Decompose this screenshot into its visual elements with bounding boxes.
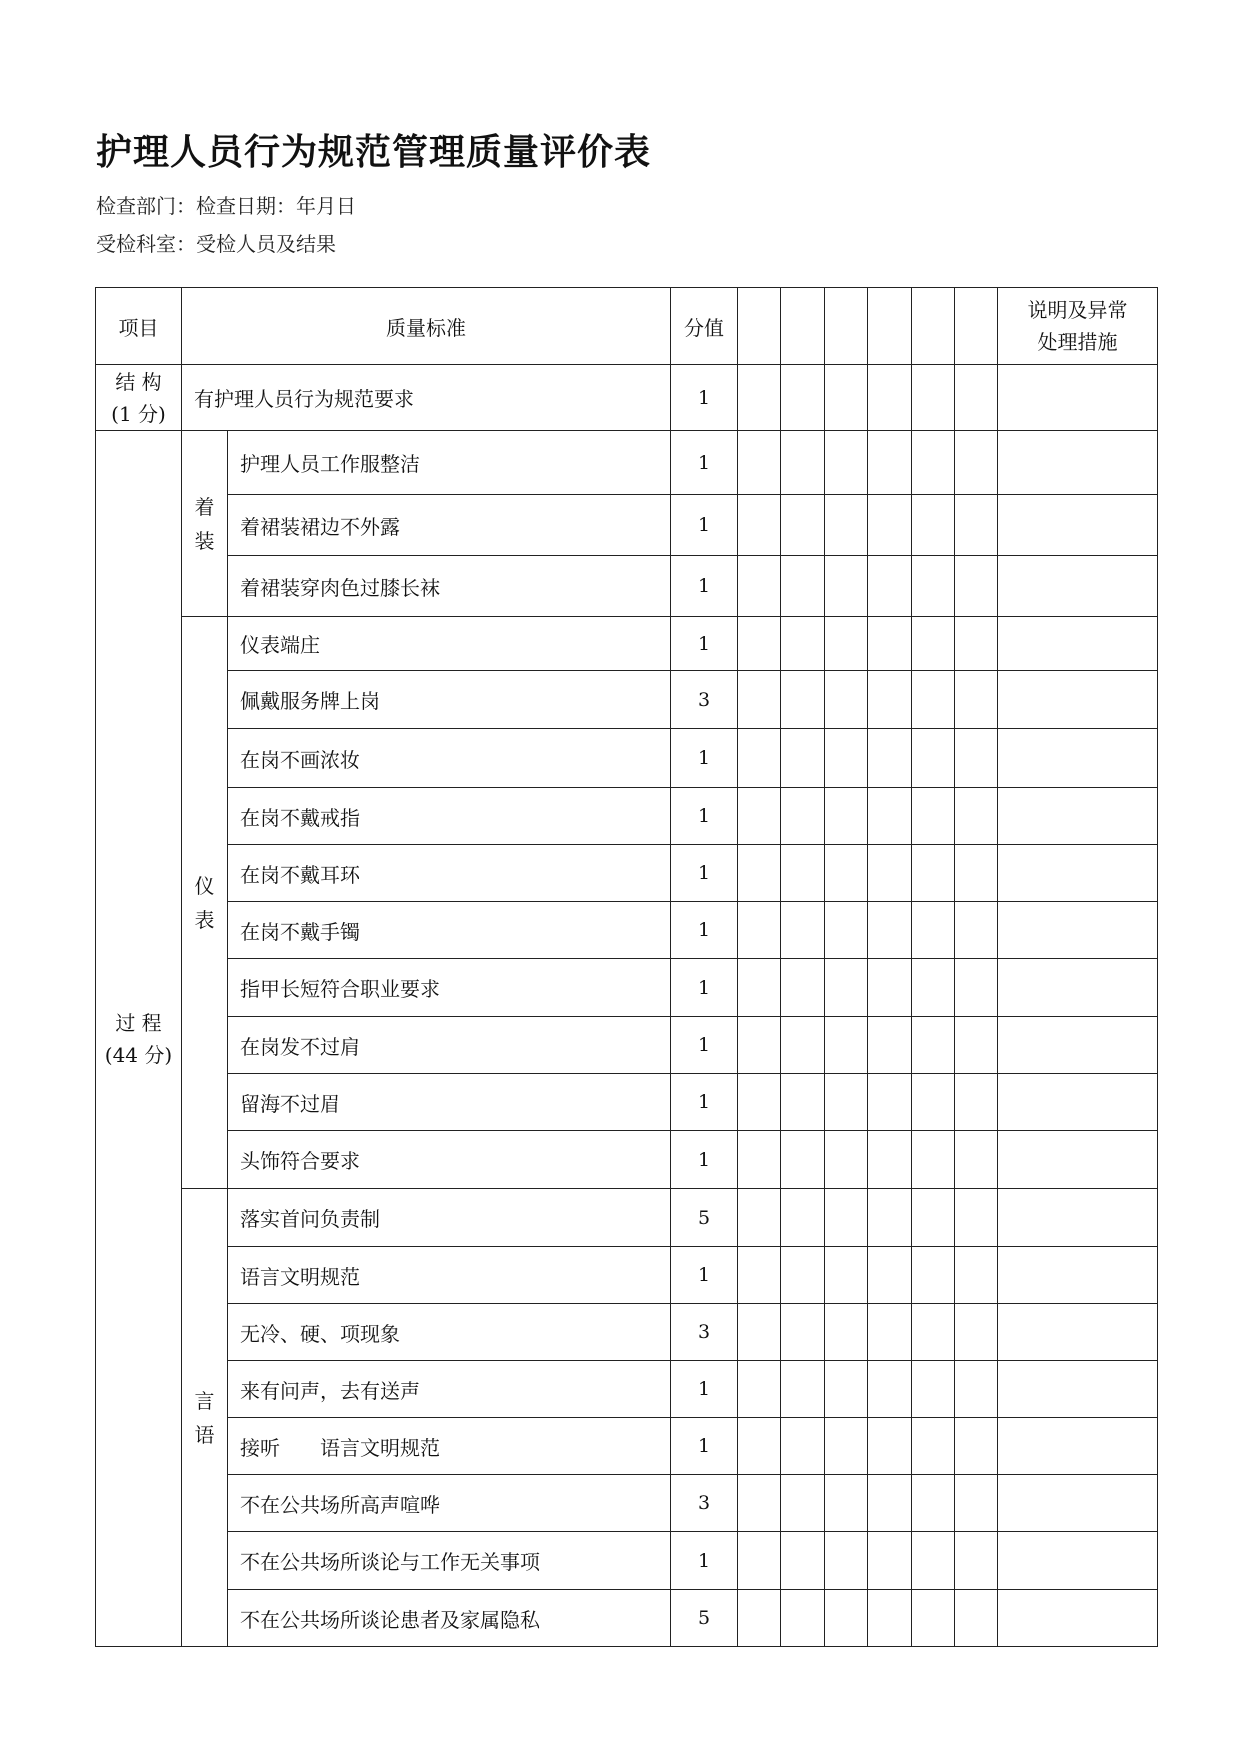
notes-cell[interactable] <box>998 1475 1158 1532</box>
standard-cell: 在岗发不过肩 <box>228 1017 671 1074</box>
standard-cell: 无冷、硬、项现象 <box>228 1304 671 1361</box>
header-item: 项目 <box>96 288 182 365</box>
notes-cell[interactable] <box>998 1074 1158 1131</box>
check-column-header <box>868 288 912 365</box>
check-cell[interactable] <box>825 729 868 788</box>
standard-cell: 留海不过眉 <box>228 1074 671 1131</box>
check-cell[interactable] <box>738 959 781 1017</box>
check-cell[interactable] <box>912 1361 955 1418</box>
score-cell: 1 <box>671 1361 738 1418</box>
check-cell[interactable] <box>868 1247 912 1304</box>
check-cell[interactable] <box>912 431 955 495</box>
subcategory-appearance: 仪 表 <box>182 617 228 1189</box>
score-cell: 1 <box>671 431 738 495</box>
standard-cell: 不在公共场所高声喧哗 <box>228 1475 671 1532</box>
check-cell[interactable] <box>868 495 912 556</box>
check-cell[interactable] <box>738 1131 781 1189</box>
check-cell[interactable] <box>738 845 781 902</box>
standard-cell: 在岗不画浓妆 <box>228 729 671 788</box>
notes-cell[interactable] <box>998 845 1158 902</box>
score-cell: 1 <box>671 1017 738 1074</box>
check-cell[interactable] <box>825 1361 868 1418</box>
check-cell[interactable] <box>955 1418 998 1475</box>
standard-cell: 来有问声，去有送声 <box>228 1361 671 1418</box>
check-cell[interactable] <box>912 1074 955 1131</box>
check-cell[interactable] <box>825 1189 868 1247</box>
check-cell[interactable] <box>912 902 955 959</box>
score-cell: 1 <box>671 902 738 959</box>
check-cell[interactable] <box>738 556 781 617</box>
check-cell[interactable] <box>825 1418 868 1475</box>
check-cell[interactable] <box>912 671 955 729</box>
inspection-dept-date: 检查部门：检查日期：年月日 <box>96 194 356 218</box>
check-column-header <box>825 288 868 365</box>
check-cell[interactable] <box>781 788 825 845</box>
standard-cell: 护理人员工作服整洁 <box>228 431 671 495</box>
score-cell: 5 <box>671 1189 738 1247</box>
check-cell[interactable] <box>781 1304 825 1361</box>
standard-cell: 不在公共场所谈论与工作无关事项 <box>228 1532 671 1590</box>
check-cell[interactable] <box>955 1074 998 1131</box>
check-cell[interactable] <box>738 1074 781 1131</box>
check-cell[interactable] <box>955 431 998 495</box>
check-cell[interactable] <box>781 1361 825 1418</box>
standard-cell: 有护理人员行为规范要求 <box>182 365 671 431</box>
page-title: 护理人员行为规范管理质量评价表 <box>96 131 652 173</box>
check-cell[interactable] <box>955 845 998 902</box>
standard-cell: 接听 语言文明规范 <box>228 1418 671 1475</box>
check-cell[interactable] <box>955 788 998 845</box>
notes-cell[interactable] <box>998 1247 1158 1304</box>
check-cell[interactable] <box>912 617 955 671</box>
category-structure: 结 构 (1 分) <box>96 365 182 431</box>
check-cell[interactable] <box>955 959 998 1017</box>
check-cell[interactable] <box>738 1532 781 1590</box>
table-row <box>96 1532 1158 1590</box>
check-cell[interactable] <box>738 1361 781 1418</box>
check-cell[interactable] <box>868 1131 912 1189</box>
check-cell[interactable] <box>738 1017 781 1074</box>
check-cell[interactable] <box>955 556 998 617</box>
score-cell: 3 <box>671 1475 738 1532</box>
check-column-header <box>955 288 998 365</box>
standard-cell: 佩戴服务牌上岗 <box>228 671 671 729</box>
standard-cell: 在岗不戴手镯 <box>228 902 671 959</box>
check-cell[interactable] <box>955 1532 998 1590</box>
check-cell[interactable] <box>781 1247 825 1304</box>
category-process: 过 程 (44 分) <box>96 431 182 1647</box>
check-cell[interactable] <box>781 495 825 556</box>
check-cell[interactable] <box>955 495 998 556</box>
notes-cell[interactable] <box>998 1189 1158 1247</box>
score-cell: 1 <box>671 1247 738 1304</box>
check-cell[interactable] <box>738 495 781 556</box>
score-cell: 1 <box>671 1131 738 1189</box>
subcategory-dress: 着 装 <box>182 431 228 617</box>
subcategory-speech: 言 语 <box>182 1189 228 1647</box>
check-cell[interactable] <box>738 1189 781 1247</box>
table-row <box>96 1131 1158 1189</box>
check-cell[interactable] <box>868 431 912 495</box>
check-cell[interactable] <box>825 671 868 729</box>
score-cell: 1 <box>671 495 738 556</box>
check-cell[interactable] <box>825 1304 868 1361</box>
notes-cell[interactable] <box>998 671 1158 729</box>
check-cell[interactable] <box>912 1590 955 1647</box>
notes-cell[interactable] <box>998 788 1158 845</box>
check-cell[interactable] <box>781 617 825 671</box>
check-cell[interactable] <box>912 959 955 1017</box>
check-cell[interactable] <box>868 1475 912 1532</box>
check-cell[interactable] <box>868 729 912 788</box>
standard-cell: 头饰符合要求 <box>228 1131 671 1189</box>
notes-cell[interactable] <box>998 1017 1158 1074</box>
standard-cell: 在岗不戴戒指 <box>228 788 671 845</box>
notes-cell[interactable] <box>998 1590 1158 1647</box>
table-row <box>96 671 1158 729</box>
score-cell: 3 <box>671 1304 738 1361</box>
notes-cell[interactable] <box>998 365 1158 431</box>
check-cell[interactable] <box>912 845 955 902</box>
check-cell[interactable] <box>868 1590 912 1647</box>
check-cell[interactable] <box>825 1131 868 1189</box>
notes-cell[interactable] <box>998 495 1158 556</box>
check-cell[interactable] <box>955 1247 998 1304</box>
table-row <box>96 1189 1158 1247</box>
check-cell[interactable] <box>781 556 825 617</box>
check-cell[interactable] <box>825 902 868 959</box>
check-cell[interactable] <box>738 1304 781 1361</box>
notes-cell[interactable] <box>998 556 1158 617</box>
check-cell[interactable] <box>738 902 781 959</box>
check-cell[interactable] <box>738 729 781 788</box>
check-cell[interactable] <box>781 729 825 788</box>
check-cell[interactable] <box>781 1017 825 1074</box>
check-cell[interactable] <box>781 365 825 431</box>
check-cell[interactable] <box>825 1475 868 1532</box>
check-cell[interactable] <box>912 729 955 788</box>
check-cell[interactable] <box>825 431 868 495</box>
check-cell[interactable] <box>955 729 998 788</box>
notes-cell[interactable] <box>998 729 1158 788</box>
check-cell[interactable] <box>868 845 912 902</box>
notes-cell[interactable] <box>998 1361 1158 1418</box>
check-cell[interactable] <box>781 1590 825 1647</box>
structure-row <box>96 365 1158 431</box>
check-cell[interactable] <box>955 1475 998 1532</box>
score-cell: 1 <box>671 617 738 671</box>
standard-cell: 指甲长短符合职业要求 <box>228 959 671 1017</box>
check-cell[interactable] <box>955 671 998 729</box>
check-cell[interactable] <box>955 1590 998 1647</box>
standard-cell: 着裙装裙边不外露 <box>228 495 671 556</box>
check-cell[interactable] <box>912 365 955 431</box>
check-cell[interactable] <box>912 1532 955 1590</box>
check-cell[interactable] <box>825 365 868 431</box>
check-cell[interactable] <box>912 1189 955 1247</box>
check-cell[interactable] <box>738 1247 781 1304</box>
standard-cell: 落实首问负责制 <box>228 1189 671 1247</box>
table-row <box>96 959 1158 1017</box>
check-cell[interactable] <box>912 1475 955 1532</box>
check-cell[interactable] <box>955 617 998 671</box>
score-cell: 1 <box>671 788 738 845</box>
check-cell[interactable] <box>955 365 998 431</box>
check-cell[interactable] <box>868 1074 912 1131</box>
table-row <box>96 495 1158 556</box>
check-cell[interactable] <box>825 1074 868 1131</box>
check-cell[interactable] <box>868 1418 912 1475</box>
check-column-header <box>781 288 825 365</box>
check-cell[interactable] <box>781 1189 825 1247</box>
check-cell[interactable] <box>868 1361 912 1418</box>
check-cell[interactable] <box>825 1247 868 1304</box>
check-cell[interactable] <box>781 671 825 729</box>
check-cell[interactable] <box>868 788 912 845</box>
score-cell: 1 <box>671 556 738 617</box>
check-cell[interactable] <box>868 959 912 1017</box>
header-row <box>96 288 1158 365</box>
table-row <box>96 1361 1158 1418</box>
check-cell[interactable] <box>781 431 825 495</box>
score-cell: 1 <box>671 1074 738 1131</box>
table-row <box>96 788 1158 845</box>
table-row <box>96 431 1158 495</box>
check-cell[interactable] <box>825 845 868 902</box>
header-score: 分值 <box>671 288 738 365</box>
check-cell[interactable] <box>868 1532 912 1590</box>
check-cell[interactable] <box>825 556 868 617</box>
check-cell[interactable] <box>738 788 781 845</box>
check-cell[interactable] <box>738 1418 781 1475</box>
table-row <box>96 617 1158 671</box>
check-cell[interactable] <box>868 1189 912 1247</box>
notes-cell[interactable] <box>998 1532 1158 1590</box>
check-cell[interactable] <box>912 1017 955 1074</box>
table-row <box>96 1475 1158 1532</box>
check-cell[interactable] <box>912 1304 955 1361</box>
check-cell[interactable] <box>955 1017 998 1074</box>
score-cell: 1 <box>671 365 738 431</box>
table-row <box>96 1590 1158 1647</box>
check-cell[interactable] <box>912 556 955 617</box>
check-cell[interactable] <box>868 1017 912 1074</box>
score-cell: 1 <box>671 1418 738 1475</box>
check-cell[interactable] <box>781 1131 825 1189</box>
standard-cell: 不在公共场所谈论患者及家属隐私 <box>228 1590 671 1647</box>
check-cell[interactable] <box>912 1247 955 1304</box>
table-row <box>96 902 1158 959</box>
check-cell[interactable] <box>912 1131 955 1189</box>
check-cell[interactable] <box>868 671 912 729</box>
table-row <box>96 1074 1158 1131</box>
check-cell[interactable] <box>738 365 781 431</box>
check-cell[interactable] <box>738 1590 781 1647</box>
inspected-dept-staff: 受检科室：受检人员及结果 <box>96 232 336 256</box>
check-cell[interactable] <box>912 1418 955 1475</box>
header-standard: 质量标准 <box>182 288 671 365</box>
notes-cell[interactable] <box>998 431 1158 495</box>
score-cell: 1 <box>671 1532 738 1590</box>
check-cell[interactable] <box>781 1532 825 1590</box>
table-row <box>96 556 1158 617</box>
check-cell[interactable] <box>825 1017 868 1074</box>
check-cell[interactable] <box>825 788 868 845</box>
check-cell[interactable] <box>825 617 868 671</box>
check-cell[interactable] <box>738 431 781 495</box>
score-cell: 5 <box>671 1590 738 1647</box>
check-cell[interactable] <box>868 902 912 959</box>
notes-cell[interactable] <box>998 1304 1158 1361</box>
check-cell[interactable] <box>912 495 955 556</box>
check-cell[interactable] <box>955 1131 998 1189</box>
standard-cell: 着裙装穿肉色过膝长袜 <box>228 556 671 617</box>
check-column-header <box>738 288 781 365</box>
check-cell[interactable] <box>825 959 868 1017</box>
notes-cell[interactable] <box>998 1418 1158 1475</box>
header-notes: 说明及异常 处理措施 <box>998 288 1158 365</box>
check-cell[interactable] <box>868 365 912 431</box>
check-cell[interactable] <box>955 1361 998 1418</box>
check-cell[interactable] <box>781 1418 825 1475</box>
table-row <box>96 1017 1158 1074</box>
notes-cell[interactable] <box>998 902 1158 959</box>
standard-cell: 仪表端庄 <box>228 617 671 671</box>
table-row <box>96 845 1158 902</box>
table-row <box>96 1247 1158 1304</box>
check-cell[interactable] <box>825 1532 868 1590</box>
evaluation-table <box>95 287 1158 1647</box>
check-cell[interactable] <box>868 1304 912 1361</box>
score-cell: 1 <box>671 959 738 1017</box>
notes-cell[interactable] <box>998 959 1158 1017</box>
check-cell[interactable] <box>781 845 825 902</box>
score-cell: 1 <box>671 729 738 788</box>
check-cell[interactable] <box>738 671 781 729</box>
check-cell[interactable] <box>868 617 912 671</box>
check-column-header <box>912 288 955 365</box>
score-cell: 1 <box>671 845 738 902</box>
notes-cell[interactable] <box>998 1131 1158 1189</box>
check-cell[interactable] <box>738 617 781 671</box>
check-cell[interactable] <box>955 1189 998 1247</box>
check-cell[interactable] <box>738 1475 781 1532</box>
check-cell[interactable] <box>912 788 955 845</box>
check-cell[interactable] <box>955 1304 998 1361</box>
check-cell[interactable] <box>781 1074 825 1131</box>
check-cell[interactable] <box>825 1590 868 1647</box>
check-cell[interactable] <box>781 1475 825 1532</box>
table-row <box>96 1304 1158 1361</box>
table-row <box>96 1418 1158 1475</box>
check-cell[interactable] <box>781 902 825 959</box>
check-cell[interactable] <box>868 556 912 617</box>
notes-cell[interactable] <box>998 617 1158 671</box>
score-cell: 3 <box>671 671 738 729</box>
standard-cell: 在岗不戴耳环 <box>228 845 671 902</box>
check-cell[interactable] <box>825 495 868 556</box>
table-row <box>96 729 1158 788</box>
check-cell[interactable] <box>781 959 825 1017</box>
standard-cell: 语言文明规范 <box>228 1247 671 1304</box>
check-cell[interactable] <box>955 902 998 959</box>
